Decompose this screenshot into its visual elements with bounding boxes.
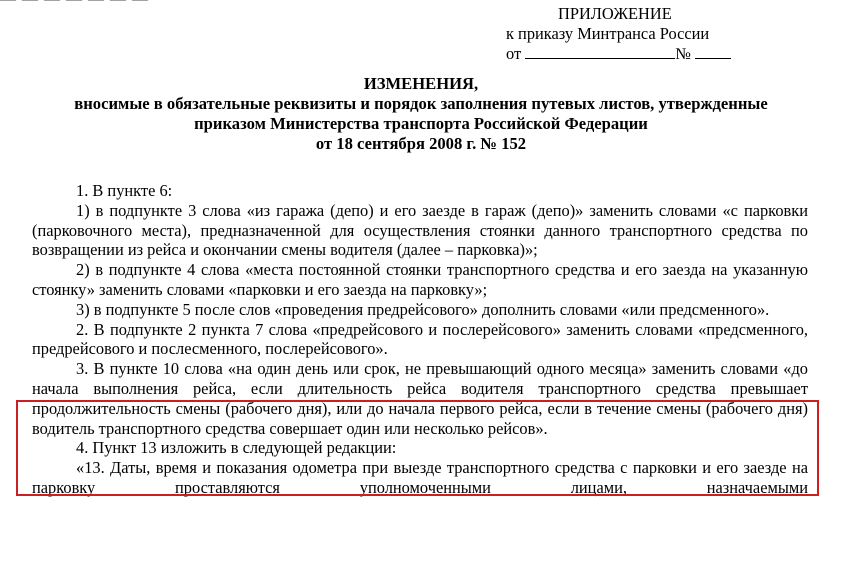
paragraph: 2. В подпункте 2 пункта 7 слова «предрейсового и послерейсового» заменить словами «предсменного, предрейсового и послесменного, послерейсового».	[32, 319, 808, 359]
paragraph: 3) в подпункте 5 после слов «проведения предрейсового» дополнить словами «или предсменного».	[76, 299, 770, 319]
appendix-order-ref: к приказу Минтранса России	[506, 24, 710, 43]
number-label: №	[675, 44, 691, 63]
from-label: от	[506, 44, 522, 63]
paragraph: 4. Пункт 13 изложить в следующей редакции:	[76, 438, 397, 458]
document-body	[32, 181, 808, 498]
appendix-block	[506, 4, 731, 64]
highlighted-paragraph: 3. В пункте 10 слова «на один день или срок, не превышающий одного месяца» заменить словами «до начала выполнения рейса, если длительность рейса водителя транспортного средства превышает продолжительность смены (рабочего дня), или до начала первого рейса, если в течение смены (рабочего дня) водитель транспортного средства совершает один или несколько рейсов».	[32, 359, 808, 438]
number-blank-line	[695, 44, 731, 59]
paragraph: 2) в подпункте 4 слова «места постоянной стоянки транспортного средства и его заезда на указанную стоянку» заменить словами «парковки и его заезда на парковку»;	[32, 260, 808, 299]
heading-line-3: приказом Министерства транспорта Российской Федерации	[194, 114, 648, 133]
heading-line-1: ИЗМЕНЕНИЯ,	[363, 74, 479, 93]
appendix-date-number	[506, 44, 731, 64]
heading-line-2: вносимые в обязательные реквизиты и порядок заполнения путевых листов, утвержденные	[74, 94, 768, 113]
heading-line-4: от 18 сентября 2008 г. № 152	[315, 134, 527, 153]
document-heading	[28, 74, 814, 154]
paragraph: 1) в подпункте 3 слова «из гаража (депо) и его заезде в гараж (депо)» заменить словами «с парковки (парковочного места), предназначенной для осуществления стоянки данного транспортного средства по возвращении из рейса и окончании смены водителя (далее – парковка)»;	[32, 200, 808, 260]
clipped-header-text	[0, 0, 149, 9]
paragraph: «13. Даты, время и показания одометра при выезде транспортного средства с парковки и его заезде на парковку проставляются уполномоченными лицами, назначаемыми	[32, 458, 808, 497]
paragraph: 1. В пункте 6:	[76, 181, 173, 200]
appendix-title: ПРИЛОЖЕНИЕ	[558, 4, 672, 23]
date-blank-line	[525, 44, 675, 59]
